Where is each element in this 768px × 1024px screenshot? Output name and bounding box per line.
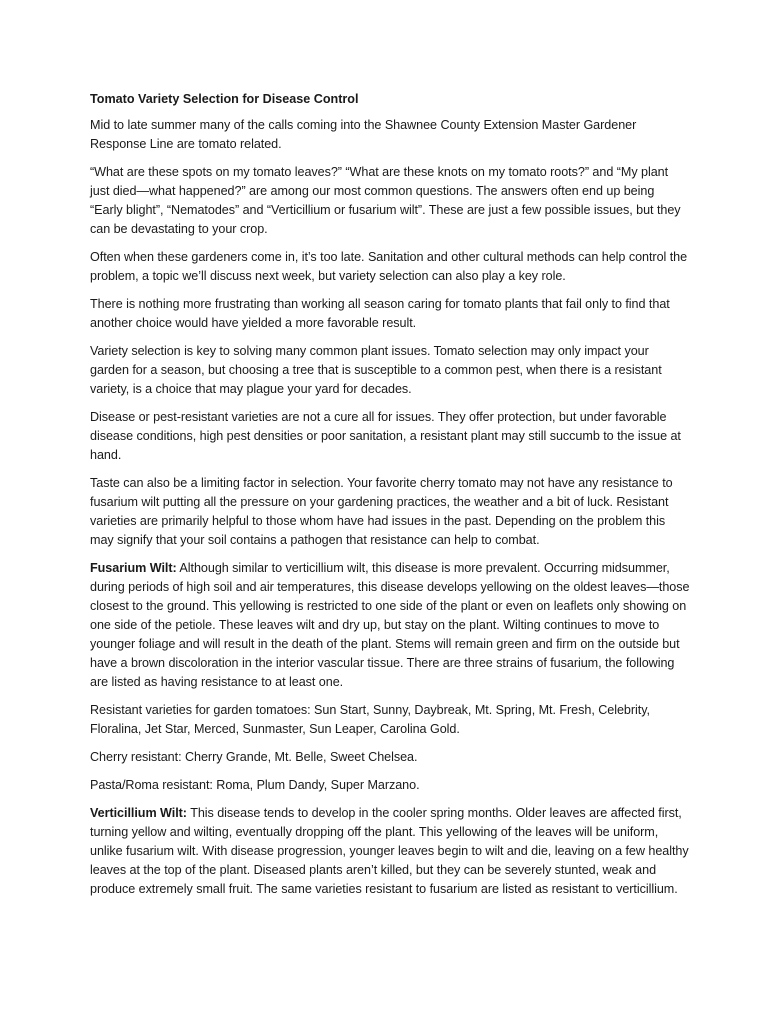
paragraph-cherry-resistant: Cherry resistant: Cherry Grande, Mt. Belle, Sweet Chelsea. <box>90 750 418 764</box>
paragraph-pasta-resistant: Pasta/Roma resistant: Roma, Plum Dandy, Super Marzano. <box>90 778 420 792</box>
document-title: Tomato Variety Selection for Disease Control <box>90 92 359 106</box>
paragraph-common-questions: “What are these spots on my tomato leaves?” “What are these knots on my tomato roots?” and “My plant just died—what happened?” are among our most common questions. The answers often end up being “Early blight”, “Nematodes” and “Verticillium or fusarium wilt”. These are just a few possible issues, but they can be devastating to your crop. <box>90 165 681 236</box>
paragraph-verticillium <box>90 804 690 899</box>
paragraph-variety-selection: Variety selection is key to solving many common plant issues. Tomato selection may only impact your garden for a season, but choosing a tree that is susceptible to a common pest, when there is a resistant variety, is a choice that may plague your yard for decades. <box>90 344 662 396</box>
paragraph-too-late: Often when these gardeners come in, it’s too late. Sanitation and other cultural methods can help control the problem, a topic we’ll discuss next week, but variety selection can also play a key role. <box>90 250 688 283</box>
fusarium-heading: Fusarium Wilt: <box>90 561 177 575</box>
document-page <box>90 90 690 908</box>
fusarium-text: Although similar to verticillium wilt, this disease is more prevalent. Occurring midsummer, during periods of high soil and air temperatures, this disease develops yellowing on the oldest leaves—those closest to the ground. This yellowing is restricted to one side of the plant or even on leaflets only showing on one side of the petiole. These leaves wilt and dry up, but stay on the plant. Wilting continues to move to younger foliage and will result in the death of the plant. Stems will remain green and firm on the outside but have a brown discoloration in the interior vascular tissue. There are three strains of fusarium, the following are listed as having resistance to at least one. <box>90 561 690 689</box>
verticillium-heading: Verticillium Wilt: <box>90 806 187 820</box>
paragraph-taste: Taste can also be a limiting factor in selection. Your favorite cherry tomato may not have any resistance to fusarium wilt putting all the pressure on your gardening practices, the weather and a bit of luck. Resistant varieties are primarily helpful to those whom have had issues in the past. Depending on the problem this may signify that your soil contains a pathogen that resistance can help to combat. <box>90 476 673 547</box>
paragraph-fusarium <box>90 559 690 692</box>
paragraph-garden-resistant: Resistant varieties for garden tomatoes: Sun Start, Sunny, Daybreak, Mt. Spring, Mt. Fresh, Celebrity, Floralina, Jet Star, Merced, Sunmaster, Sun Leaper, Carolina Gold. <box>90 703 650 736</box>
paragraph-not-a-cure: Disease or pest-resistant varieties are not a cure all for issues. They offer protection, but under favorable disease conditions, high pest densities or poor sanitation, a resistant plant may still succumb to the issue at hand. <box>90 410 681 462</box>
verticillium-text: This disease tends to develop in the cooler spring months. Older leaves are affected first, turning yellow and wilting, eventually dropping off the plant. This yellowing of the leaves will be uniform, unlike fusarium wilt. With disease progression, younger leaves begin to wilt and die, leaving on a few healthy leaves at the top of the plant. Diseased plants aren’t killed, but they can be severely stunted, weak and produce extremely small fruit. The same varieties resistant to fusarium are listed as resistant to verticillium. <box>90 806 689 896</box>
paragraph-intro: Mid to late summer many of the calls coming into the Shawnee County Extension Master Gardener Response Line are tomato related. <box>90 118 637 151</box>
paragraph-frustrating: There is nothing more frustrating than working all season caring for tomato plants that fail only to find that another choice would have yielded a more favorable result. <box>90 297 670 330</box>
